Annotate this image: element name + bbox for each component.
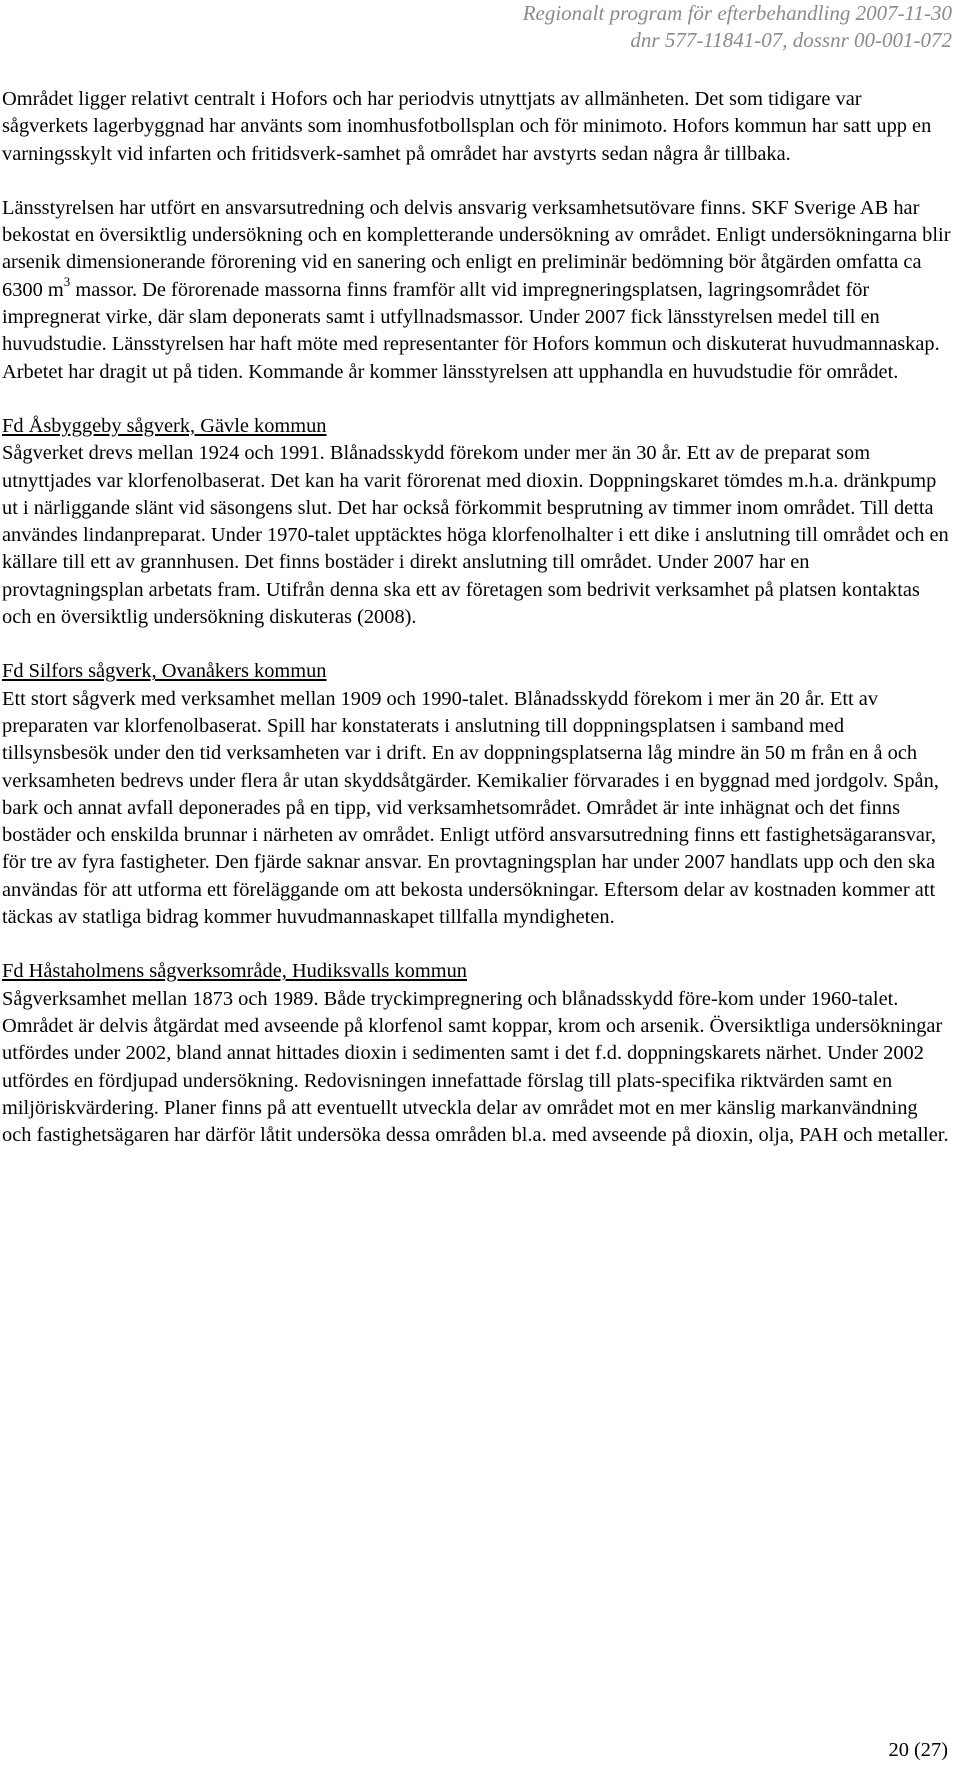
- intro-paragraph-1: Området ligger relativt centralt i Hofors och har periodvis utnyttjats av allmänheten. Det som tidigare var sågverkets lagerbyggnad har använts som inomhusfotbollsplan och för minimoto. Hofors kommun har satt upp en varningsskylt vid infarten och fritidsverk-samhet på området har avstyrts sedan några år tillbaka.: [2, 88, 932, 165]
- intro-paragraph-2: [2, 195, 952, 386]
- superscript-cubic: 3: [63, 273, 71, 289]
- section-body-silfors: Ett stort sågverk med verksamhet mellan 1909 och 1990-talet. Blånadsskydd förekom i mer än 20 år. Ett av preparaten var klorfenolbaserat. Spill har konstaterats i anslutning till doppningsplatsen i samband med tillsynsbesök under den tid verksamheten var i drift. En av doppningsplatserna låg mindre än 50 m från en å och verksamheten bedrevs under flera år utan skyddsåtgärder. Kemikalier förvarades i en byggnad med jordgolv. Spån, bark och annat avfall deponerades på en tipp, vid verksamhetsområdet. Området är inte inhägnat och det finns bostäder och enskilda brunnar i närheten av området. Enligt utförd ansvarsutredning finns ett fastighetsägaransvar, för tre av fyra fastigheter. Den fjärde saknar ansvar. En provtagningsplan har under 2007 handlats upp och den ska användas för att utforma ett föreläggande om att bekosta undersökningar. Eftersom delar av kostnaden kommer att täckas av statliga bidrag kommer huvudmannaskapet tillfalla myndigheten.: [2, 687, 939, 929]
- section-title-hastaholmen: Fd Håstaholmens sågverksområde, Hudiksvalls kommun: [2, 960, 467, 983]
- intro-paragraph-2-text-a: Länsstyrelsen har utfört en ansvarsutredning och delvis ansvarig verksamhetsutövare finns. SKF Sverige AB har bekostat en översiktlig undersökning och en kompletterande undersökning av området. Enligt undersökningarna blir arsenik dimensionerande förorening vid en sanering och enligt en preliminär bedömning bör åtgärden omfatta ca 6300 m: [2, 196, 951, 301]
- section-body-asbyggeby: Sågverket drevs mellan 1924 och 1991. Blånadsskydd förekom under mer än 30 år. Ett av de preparat som utnyttjades var klorfenolbaserat. Det kan ha varit förorenat med dioxin. Doppningskaret tömdes m.h.a. dränkpump ut i närliggande slänt vid säsongens slut. Det har också förkommit besprutning av timmer inom området. Till detta användes lindanpreparat. Under 1970-talet upptäcktes höga klorfenolhalter i ett dike i anslutning till området och en källare till ett av grannhusen. Det finns bostäder i direkt anslutning till området. Under 2007 har en provtagningsplan arbetats fram. Utifrån denna ska ett av företagen som bedrivit verksamhet på platsen kontaktas och en översiktlig undersökning diskuteras (2008).: [2, 442, 949, 629]
- section-title-silfors: Fd Silfors sågverk, Ovanåkers kommun: [2, 660, 327, 683]
- section-body-hastaholmen: Sågverksamhet mellan 1873 och 1989. Både tryckimpregnering och blånadsskydd före-kom under 1960-talet. Området är delvis åtgärdat med avseende på klorfenol samt koppar, krom och arsenik. Översiktliga undersökningar utfördes under 2002, bland annat hittades dioxin i sedimenten samt i det f.d. doppningskarets närhet. Under 2002 utfördes en fördjupad undersökning. Redovisningen innefattade förslag till plats-specifika riktvärden samt en miljöriskvärdering. Planer finns på att eventuellt utveckla delar av området mot en mer känslig markanvändning och fastighetsägaren har därför låtit undersöka dessa områden bl.a. med avseende på dioxin, olja, PAH och metaller.: [2, 987, 949, 1147]
- header-program-title: Regionalt program för efterbehandling 2007-11-30: [522, 1, 952, 25]
- section-title-asbyggeby: Fd Åsbyggeby sågverk, Gävle kommun: [2, 414, 327, 437]
- document-body: [2, 86, 952, 1149]
- header-reference-number: dnr 577-11841-07, dossnr 00-001-072: [630, 28, 952, 52]
- intro-paragraph-2-text-b: massor. De förorenade massorna finns framför allt vid impregneringsplatsen, lagringsområdet för impregnerat virke, där slam deponerats samt i utfyllnadsmassor. Under 2007 fick länsstyrelsen medel till en huvudstudie. Länsstyrelsen har haft möte med representanter för Hofors kommun och diskuterat huvudmannaskap. Arbetet har dragit ut på tiden. Kommande år kommer länsstyrelsen att upphandla en huvudstudie för området.: [2, 278, 940, 383]
- page-header: [523, 0, 952, 54]
- page-number: 20 (27): [888, 1739, 948, 1761]
